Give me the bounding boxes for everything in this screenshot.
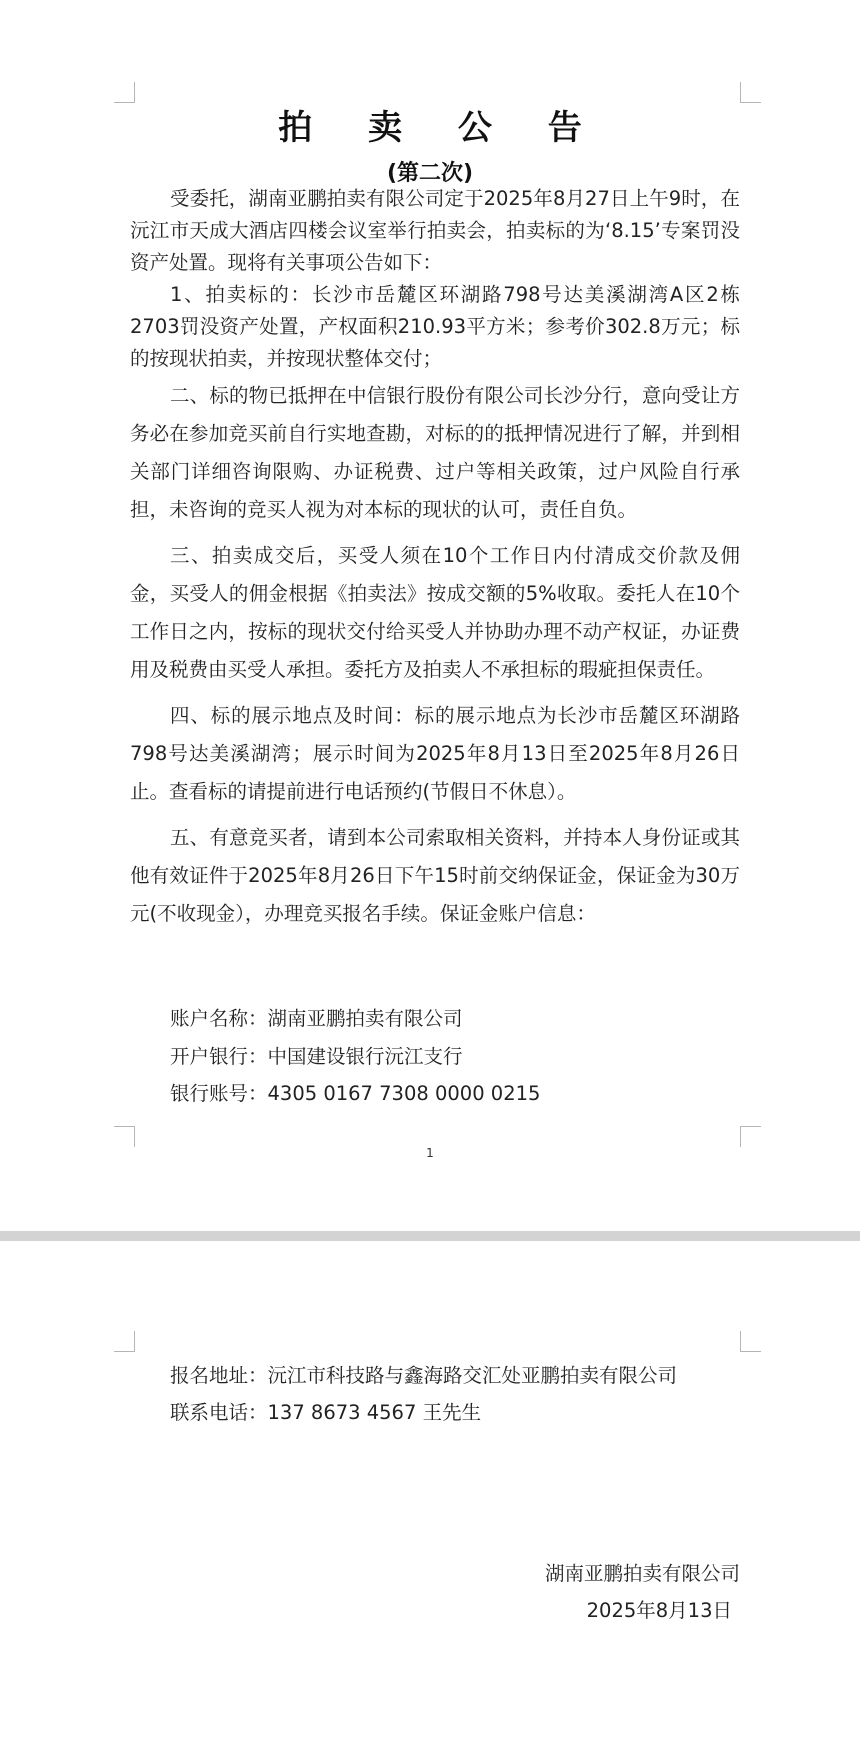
paragraph-intro: 受委托，湖南亚鹏拍卖有限公司定于2025年8月27日上午9时，在沅江市天成大酒店四楼会议室举行拍卖会，拍卖标的为‘8.15’专案罚没资产处置。现将有关事项公告如下： xyxy=(130,187,740,274)
contact-phone-line: 联系电话：137 8673 4567 王先生 xyxy=(170,1401,482,1424)
paragraph-item-5: 五、有意竞买者，请到本公司索取相关资料，并持本人身份证或其他有效证件于2025年8月26日下午15时前交纳保证金，保证金为30万元(不收现金），办理竞买报名手续。保证金账户信息： xyxy=(130,826,740,925)
page-corner-mark xyxy=(740,1331,761,1352)
paragraph-item-4: 四、标的展示地点及时间：标的展示地点为长沙市岳麓区环湖路798号达美溪湖湾；展示时间为2025年8月13日至2025年8月26日止。查看标的请提前进行电话预约(节假日不休息）。 xyxy=(130,704,740,803)
signature-company: 湖南亚鹏拍卖有限公司 xyxy=(544,1562,740,1585)
document-title: 拍 卖 公 告 xyxy=(278,108,604,148)
page-separator xyxy=(0,1231,860,1241)
document-subtitle: (第二次) xyxy=(386,161,474,186)
page-number: 1 xyxy=(426,1146,434,1160)
page-corner-mark xyxy=(114,1331,135,1352)
account-name-line: 账户名称：湖南亚鹏拍卖有限公司 xyxy=(170,1007,463,1030)
paragraph-item-2: 二、标的物已抵押在中信银行股份有限公司长沙分行，意向受让方务必在参加竞买前自行实地查勘，对标的的抵押情况进行了解，并到相关部门详细咨询限购、办证税费、过户等相关政策，过户风险自行承担，未咨询的竞买人视为对本标的现状的认可，责任自负。 xyxy=(130,384,740,521)
account-bank-line: 开户银行：中国建设银行沅江支行 xyxy=(170,1045,463,1068)
page-corner-mark xyxy=(740,1126,761,1147)
paragraph-item-3: 三、拍卖成交后，买受人须在10个工作日内付清成交价款及佣金，买受人的佣金根据《拍卖法》按成交额的5%收取。委托人在10个工作日之内，按标的现状交付给买受人并协助办理不动产权证，办证费用及税费由买受人承担。委托方及拍卖人不承担标的瑕疵担保责任。 xyxy=(130,544,740,681)
document-page-2 xyxy=(0,1241,860,1757)
account-number-line: 银行账号：4305 0167 7308 0000 0215 xyxy=(170,1082,541,1105)
intro-block xyxy=(130,183,740,375)
paragraph-item-1: 1、拍卖标的：长沙市岳麓区环湖路798号达美溪湖湾A区2栋2703罚没资产处置，产权面积210.93平方米；参考价302.8万元；标的按现状拍卖，并按现状整体交付； xyxy=(130,283,740,370)
registration-address-line: 报名地址：沅江市科技路与鑫海路交汇处亚鹏拍卖有限公司 xyxy=(170,1364,678,1387)
terms-block xyxy=(130,377,740,933)
signature-date: 2025年8月13日 xyxy=(586,1599,732,1622)
page-corner-mark xyxy=(114,1126,135,1147)
